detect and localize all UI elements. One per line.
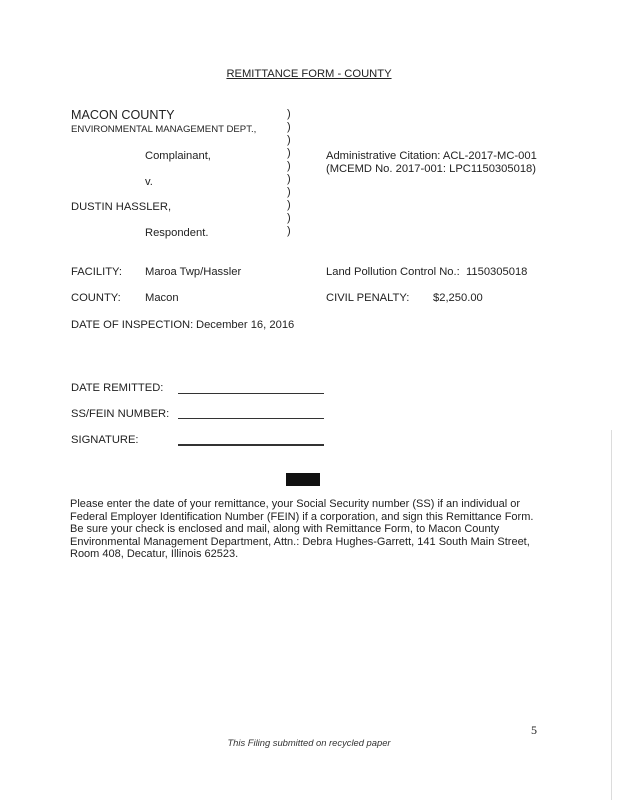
county-value: Macon bbox=[145, 292, 179, 304]
bracket-paren: ) bbox=[287, 212, 291, 224]
versus-label: v. bbox=[145, 176, 153, 188]
ss-fein-line[interactable] bbox=[178, 418, 324, 419]
instruction-line: Environmental Management Department, Attn.: Debra Hughes-Garrett, 141 South Main Street, bbox=[70, 535, 530, 548]
instruction-line: Be sure your check is enclosed and mail, along with Remittance Form, to Macon County bbox=[70, 523, 500, 536]
complainant-role: Complainant, bbox=[145, 150, 211, 162]
facility-label: FACILITY: bbox=[71, 266, 122, 278]
redaction-bar bbox=[286, 473, 320, 486]
bracket-paren: ) bbox=[287, 108, 291, 120]
citation-case-reference: (MCEMD No. 2017-001: LPC1150305018) bbox=[326, 163, 536, 175]
bracket-paren: ) bbox=[287, 173, 291, 185]
ss-fein-label: SS/FEIN NUMBER: bbox=[71, 408, 170, 420]
date-remitted-line[interactable] bbox=[178, 393, 324, 394]
page-title: REMITTANCE FORM - COUNTY bbox=[226, 68, 392, 80]
caption-bracket bbox=[287, 108, 299, 238]
complainant-name: MACON COUNTY bbox=[71, 108, 175, 122]
bracket-paren: ) bbox=[287, 186, 291, 198]
date-remitted-label: DATE REMITTED: bbox=[71, 382, 164, 394]
bracket-paren: ) bbox=[287, 225, 291, 237]
instruction-line: Room 408, Decatur, Illinois 62523. bbox=[70, 548, 239, 561]
signature-line[interactable] bbox=[178, 444, 324, 446]
lpc-number-value: 1150305018 bbox=[466, 266, 528, 278]
county-label: COUNTY: bbox=[71, 292, 121, 304]
inspection-date-value: December 16, 2016 bbox=[196, 319, 295, 331]
lpc-number-label: Land Pollution Control No.: bbox=[326, 266, 460, 278]
facility-value: Maroa Twp/Hassler bbox=[145, 266, 242, 278]
civil-penalty-value: $2,250.00 bbox=[433, 292, 483, 304]
bracket-paren: ) bbox=[287, 160, 291, 172]
page-number: 5 bbox=[531, 723, 537, 737]
respondent-role: Respondent. bbox=[145, 227, 209, 239]
respondent-name: DUSTIN HASSLER, bbox=[71, 201, 172, 213]
instruction-line: Please enter the date of your remittance, your Social Security number (SS) if an individual or bbox=[70, 498, 521, 510]
bracket-paren: ) bbox=[287, 134, 291, 146]
remittance-instructions bbox=[70, 498, 550, 561]
bracket-paren: ) bbox=[287, 147, 291, 159]
bracket-paren: ) bbox=[287, 121, 291, 133]
footer-note: This Filing submitted on recycled paper bbox=[227, 737, 391, 748]
inspection-date-label: DATE OF INSPECTION: bbox=[71, 319, 194, 331]
citation-number: Administrative Citation: ACL-2017-MC-001 bbox=[326, 150, 537, 162]
instruction-line: Federal Employer Identification Number (FEIN) if a corporation, and sign this Remittance Form. bbox=[70, 510, 534, 523]
signature-label: SIGNATURE: bbox=[71, 434, 139, 446]
bracket-paren: ) bbox=[287, 199, 291, 211]
complainant-department: ENVIRONMENTAL MANAGEMENT DEPT., bbox=[71, 124, 257, 135]
civil-penalty-label: CIVIL PENALTY: bbox=[326, 292, 410, 304]
